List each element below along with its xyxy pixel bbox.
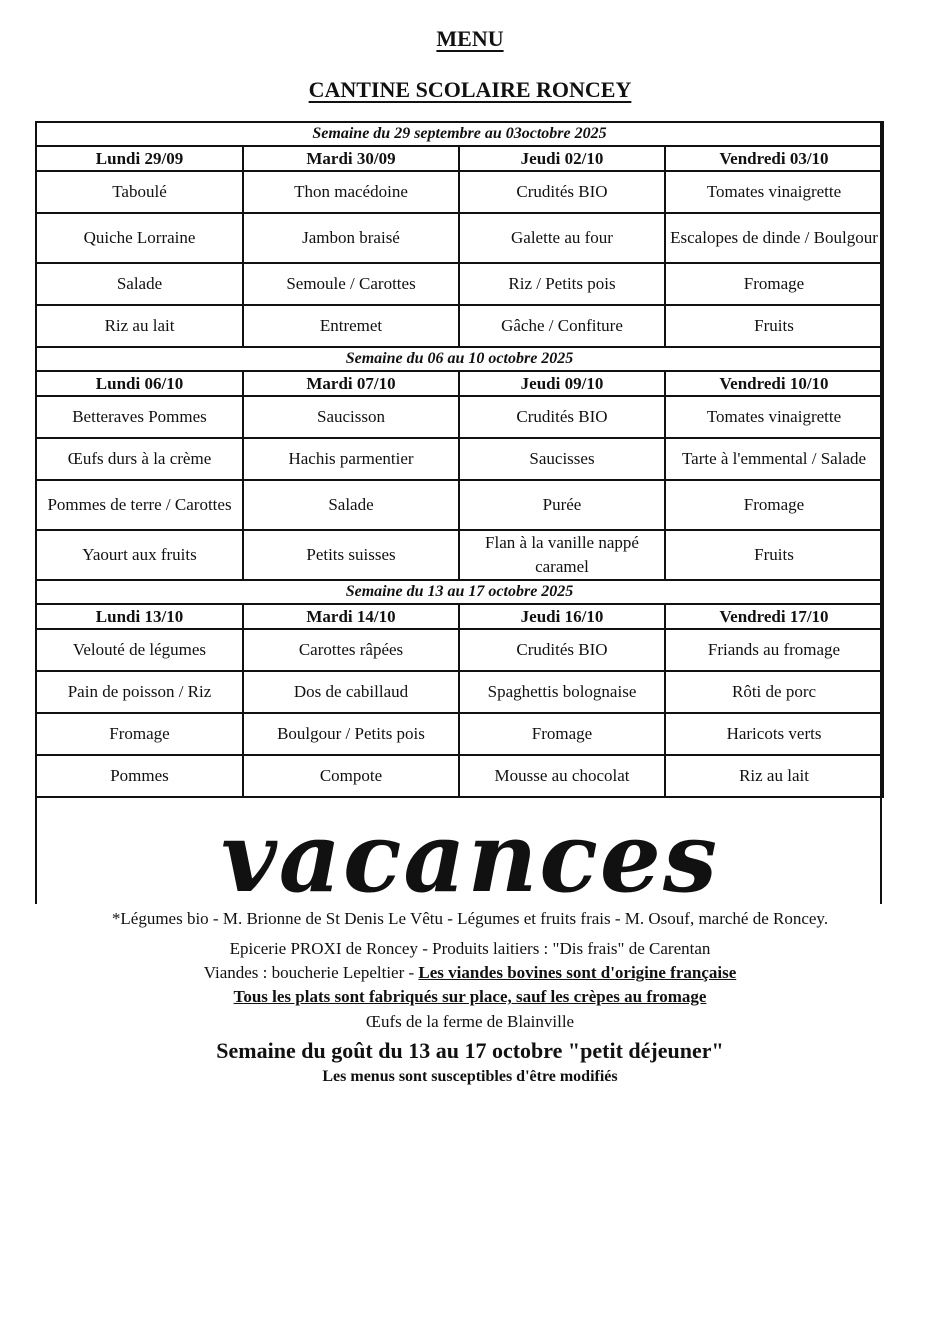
dish-cell: Escalopes de dinde / Boulgour [665,213,883,263]
dish-cell: Œufs durs à la crème [36,438,243,480]
footer-meat-origin: Les viandes bovines sont d'origine française [418,963,737,982]
week-label: Semaine du 06 au 10 octobre 2025 [36,347,883,371]
dish-cell: Pommes de terre / Carottes [36,480,243,530]
footer-eggs-line: Œufs de la ferme de Blainville [365,1012,575,1031]
dish-cell: Tarte à l'emmental / Salade [665,438,883,480]
week-header-row [36,347,883,371]
dish-cell: Carottes râpées [243,629,459,671]
dish-row [36,671,883,713]
dish-cell: Rôti de porc [665,671,883,713]
cantine-title-text: CANTINE SCOLAIRE RONCEY [308,77,632,102]
dish-cell: Gâche / Confiture [459,305,665,347]
dish-cell: Fromage [459,713,665,755]
dish-cell: Fromage [36,713,243,755]
day-header: Vendredi 10/10 [665,371,883,396]
dish-row [36,438,883,480]
day-header-row [36,146,883,171]
day-header: Jeudi 09/10 [459,371,665,396]
week-label: Semaine du 13 au 17 octobre 2025 [36,580,883,604]
menu-title [0,26,940,52]
dish-cell: Crudités BIO [459,629,665,671]
dish-cell: Entremet [243,305,459,347]
dish-row [36,171,883,213]
footer-meat-line [0,963,940,983]
footer-taste-week: Semaine du goût du 13 au 17 octobre "petit déjeuner" [216,1038,724,1063]
dish-cell: Fruits [665,530,883,580]
day-header: Mardi 14/10 [243,604,459,629]
dish-cell: Hachis parmentier [243,438,459,480]
day-header: Jeudi 02/10 [459,146,665,171]
dish-cell: Riz au lait [36,305,243,347]
day-header-row [36,371,883,396]
dish-cell: Friands au fromage [665,629,883,671]
day-header: Vendredi 03/10 [665,146,883,171]
dish-cell: Haricots verts [665,713,883,755]
dish-cell: Jambon braisé [243,213,459,263]
dish-row [36,213,883,263]
dish-cell: Betteraves Pommes [36,396,243,438]
dish-cell: Flan à la vanille nappé caramel [459,530,665,580]
day-header: Lundi 29/09 [36,146,243,171]
dish-cell: Dos de cabillaud [243,671,459,713]
dish-cell: Taboulé [36,171,243,213]
footer-suppliers-line: *Légumes bio - M. Brionne de St Denis Le Vêtu - Légumes et fruits frais - M. Osouf, marché de Roncey. [111,909,829,928]
day-header: Vendredi 17/10 [665,604,883,629]
dish-cell: Pain de poisson / Riz [36,671,243,713]
dish-cell: Pommes [36,755,243,797]
dish-cell: Compote [243,755,459,797]
dish-cell: Purée [459,480,665,530]
dish-cell: Petits suisses [243,530,459,580]
dish-cell: Thon macédoine [243,171,459,213]
day-header: Jeudi 16/10 [459,604,665,629]
dish-cell: Salade [36,263,243,305]
dish-cell: Fruits [665,305,883,347]
dish-row [36,755,883,797]
dish-cell: Spaghettis bolognaise [459,671,665,713]
dish-cell: Fromage [665,480,883,530]
dish-cell: Crudités BIO [459,396,665,438]
day-header-row [36,604,883,629]
day-header: Mardi 30/09 [243,146,459,171]
week-header-row [36,122,883,146]
dish-cell: Saucisson [243,396,459,438]
day-header: Lundi 13/10 [36,604,243,629]
dish-cell: Tomates vinaigrette [665,396,883,438]
day-header: Mardi 07/10 [243,371,459,396]
dish-cell: Salade [243,480,459,530]
day-header: Lundi 06/10 [36,371,243,396]
dish-cell: Boulgour / Petits pois [243,713,459,755]
dish-cell: Riz au lait [665,755,883,797]
dish-cell: Fromage [665,263,883,305]
dish-cell: Tomates vinaigrette [665,171,883,213]
dish-cell: Riz / Petits pois [459,263,665,305]
cantine-title [0,77,940,103]
footer-disclaimer: Les menus sont susceptibles d'être modifiés [322,1068,618,1085]
dish-row [36,263,883,305]
footer-homemade-line: Tous les plats sont fabriqués sur place, sauf les crèpes au fromage [233,987,707,1006]
vacances-banner: vacances [220,801,719,914]
week-label: Semaine du 29 septembre au 03octobre 2025 [36,122,883,146]
dish-cell: Saucisses [459,438,665,480]
footer-meat-prefix: Viandes : boucherie Lepeltier - [203,963,419,982]
dish-cell: Mousse au chocolat [459,755,665,797]
menu-title-text: MENU [436,26,504,51]
dish-row [36,713,883,755]
dish-cell: Velouté de légumes [36,629,243,671]
dish-row [36,396,883,438]
dish-cell: Quiche Lorraine [36,213,243,263]
menu-table [35,121,884,798]
footer-grocery-line: Epicerie PROXI de Roncey - Produits laitiers : "Dis frais" de Carentan [229,939,711,958]
dish-row [36,305,883,347]
dish-cell: Galette au four [459,213,665,263]
dish-row [36,480,883,530]
dish-row [36,629,883,671]
dish-cell: Yaourt aux fruits [36,530,243,580]
week-header-row [36,580,883,604]
dish-cell: Crudités BIO [459,171,665,213]
dish-cell: Semoule / Carottes [243,263,459,305]
dish-row [36,530,883,580]
